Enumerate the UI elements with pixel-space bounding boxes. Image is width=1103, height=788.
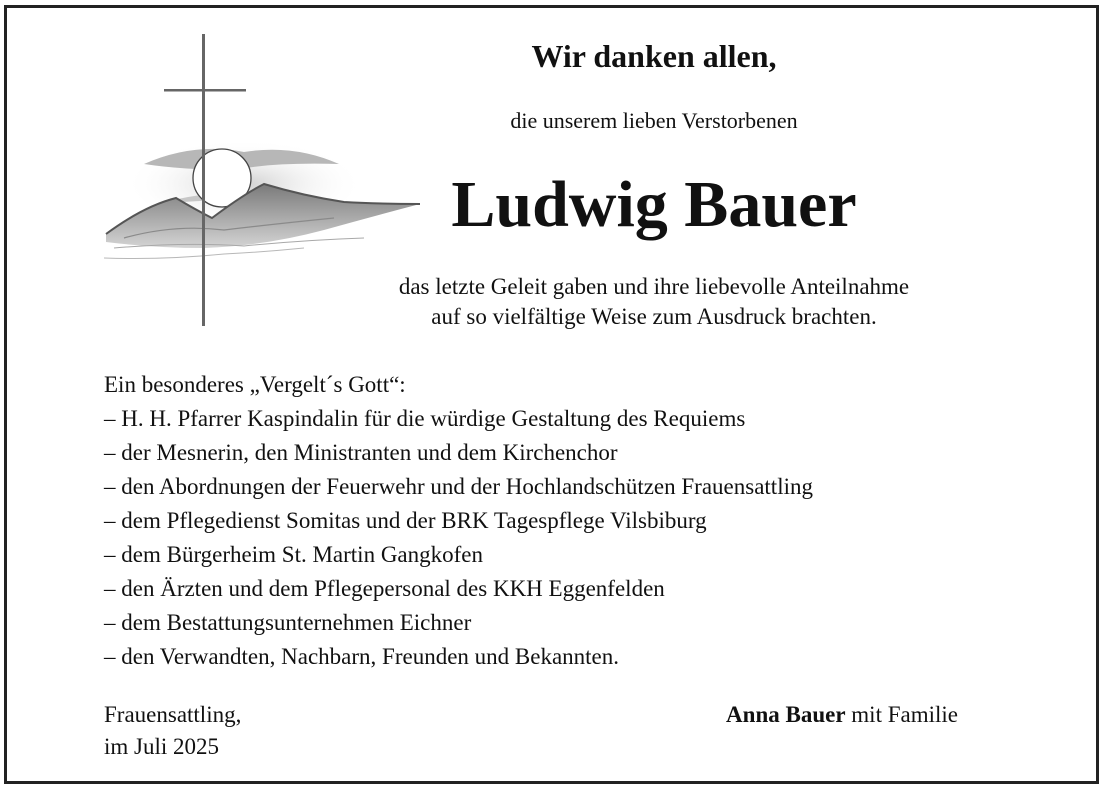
place-date-block [104,699,241,763]
thanks-section [104,368,1004,674]
gratitude-text [306,272,1002,332]
thanks-item: – H. H. Pfarrer Kaspindalin für die würdige Gestaltung des Requiems [104,406,746,431]
thanks-item: – dem Bürgerheim St. Martin Gangkofen [104,542,484,567]
date-text: im Juli 2025 [104,734,220,759]
signature-name: Anna Bauer [726,702,846,727]
intro-text: die unserem lieben Verstorbenen [510,108,798,133]
notice-heading: Wir danken allen, [531,38,777,74]
thanks-item: – dem Pflegedienst Somitas und der BRK Tagespflege Vilsbiburg [104,508,707,533]
gratitude-line: das letzte Geleit gaben und ihre liebevolle Anteilnahme [398,274,910,299]
signature-block [726,699,958,731]
place-text: Frauensattling, [104,702,242,727]
deceased-name: Ludwig Bauer [451,168,857,241]
thanks-item: – der Mesnerin, den Ministranten und dem Kirchenchor [104,440,618,465]
thanks-intro: Ein besonderes „Vergelt´s Gott“: [104,372,406,397]
thanks-item: – den Abordnungen der Feuerwehr und der Hochlandschützen Frauensattling [104,474,813,499]
thanks-item: – den Ärzten und dem Pflegepersonal des KKH Eggenfelden [104,576,665,601]
signature-suffix: mit Familie [851,702,958,727]
thanks-item: – dem Bestattungsunternehmen Eichner [104,610,472,635]
gratitude-line: auf so vielfältige Weise zum Ausdruck brachten. [431,304,877,329]
thanks-item: – den Verwandten, Nachbarn, Freunden und Bekannten. [104,644,620,669]
